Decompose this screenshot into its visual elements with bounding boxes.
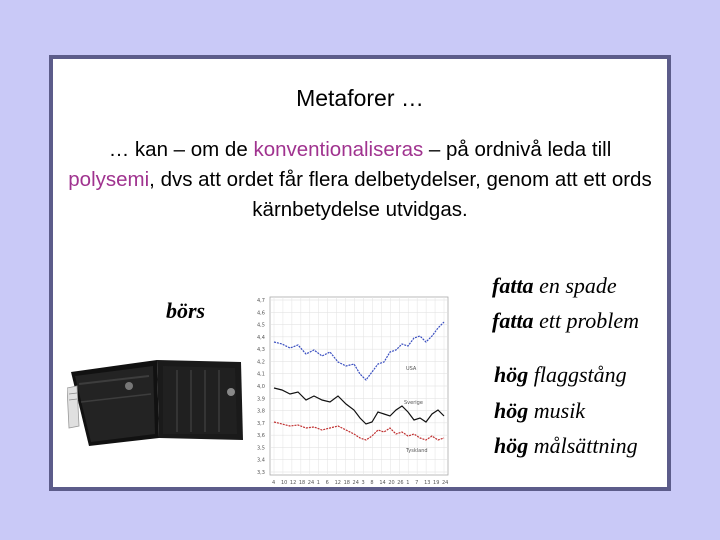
x-tick-label: 7 xyxy=(415,480,419,486)
stock-graph xyxy=(256,292,466,502)
y-tick-label: 4,1 xyxy=(257,371,265,378)
x-tick-label: 18 xyxy=(298,480,306,486)
slide xyxy=(49,55,671,491)
y-tick-label: 4,5 xyxy=(257,322,265,329)
usa-label: USA xyxy=(406,366,417,372)
y-tick-label: 4,3 xyxy=(257,347,265,354)
x-tick-label: 10 xyxy=(280,480,288,486)
slide-paragraph xyxy=(65,135,655,225)
x-tick-label: 6 xyxy=(325,480,329,486)
highlight-polysemi: polysemi xyxy=(68,168,150,191)
x-tick-label: 14 xyxy=(379,480,386,486)
sverige-label: Sverige xyxy=(404,400,423,406)
x-tick-label: 12 xyxy=(289,480,297,486)
example-hog-musik: hög musik xyxy=(494,398,586,423)
y-tick-label: 3,7 xyxy=(257,420,265,427)
x-tick-label: 18 xyxy=(343,480,350,486)
x-tick-label: 8 xyxy=(370,480,374,486)
y-tick-label: 4,0 xyxy=(257,384,265,390)
highlight-konventionaliseras: konventionaliseras xyxy=(253,138,424,161)
x-tick-label: 1 xyxy=(406,480,410,486)
y-tick-label: 4,7 xyxy=(257,298,265,304)
paragraph-text: – på ordnivå leda till xyxy=(423,138,612,161)
wallet-image xyxy=(67,342,247,447)
graph-x-ticks xyxy=(272,480,448,486)
example-fatta-problem: fatta ett problem xyxy=(492,308,640,333)
example-fatta-spade: fatta en spade xyxy=(492,273,617,298)
x-tick-label: 13 xyxy=(424,480,431,486)
y-tick-label: 3,5 xyxy=(257,445,265,452)
x-tick-label: 3 xyxy=(361,480,365,486)
y-tick-label: 4,2 xyxy=(257,359,265,366)
y-tick-label: 3,9 xyxy=(257,396,265,403)
x-tick-label: 20 xyxy=(388,480,395,486)
x-tick-label: 4 xyxy=(272,480,276,486)
y-tick-label: 3,6 xyxy=(257,433,265,440)
y-tick-label: 4,4 xyxy=(257,334,265,341)
y-tick-label: 3,8 xyxy=(257,408,265,415)
tyskland-label: Tyskland xyxy=(406,448,428,454)
example-hog-flaggstang: hög flaggstång xyxy=(494,362,627,387)
x-tick-label: 24 xyxy=(307,480,315,486)
example-hog-malsattning: hög målsättning xyxy=(494,433,638,458)
slide-title: Metaforer … xyxy=(296,85,424,111)
x-tick-label: 19 xyxy=(433,480,440,486)
x-tick-label: 26 xyxy=(397,480,404,486)
y-tick-label: 3,4 xyxy=(257,457,265,464)
y-tick-label: 3,3 xyxy=(257,470,265,476)
paragraph-text: , dvs att ordet får flera delbetydelser, genom att ett ords kärnbetydelse utvidgas. xyxy=(149,168,652,221)
x-tick-label: 1 xyxy=(316,480,320,486)
y-tick-label: 4,6 xyxy=(257,310,265,317)
x-tick-label: 24 xyxy=(352,480,359,486)
x-tick-label: 24 xyxy=(442,480,449,486)
paragraph-text: … kan – om de xyxy=(108,138,254,161)
bors-label: börs xyxy=(166,298,206,323)
x-tick-label: 12 xyxy=(334,480,342,486)
graph-y-ticks xyxy=(257,298,265,476)
